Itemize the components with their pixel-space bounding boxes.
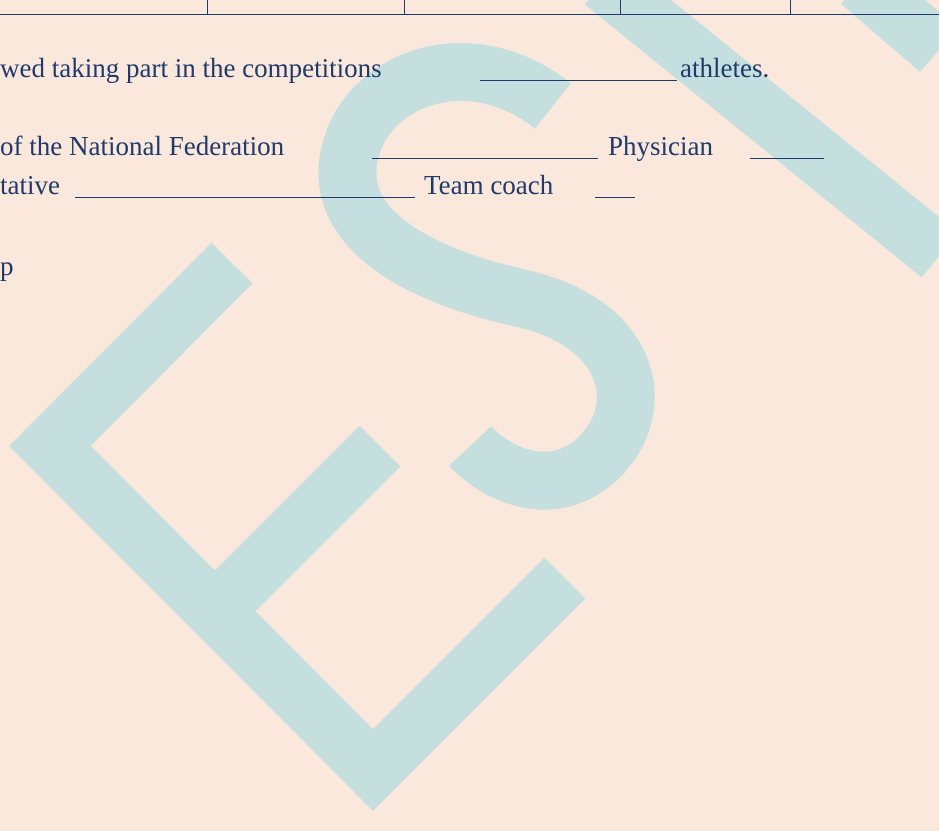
representative-blank[interactable] xyxy=(75,197,415,198)
federation-blank[interactable] xyxy=(372,158,598,159)
athletes-label: athletes. xyxy=(680,53,770,83)
physician-blank[interactable] xyxy=(750,158,824,159)
table-column-divider xyxy=(207,0,208,15)
athletes-count-label: wed taking part in the competitions xyxy=(0,53,382,83)
representative-label: tative xyxy=(0,170,60,200)
federation-label: of the National Federation xyxy=(0,131,285,161)
watermark-letter-x-stroke-2 xyxy=(860,0,939,50)
table-column-divider xyxy=(790,0,791,15)
physician-label: Physician xyxy=(608,131,713,161)
truncated-text-fragment: p xyxy=(0,251,14,281)
athletes-count-blank[interactable] xyxy=(480,80,677,81)
table-column-divider xyxy=(620,0,621,15)
table-bottom-border xyxy=(0,14,939,15)
table-column-divider xyxy=(404,0,405,15)
team-coach-blank[interactable] xyxy=(595,197,635,198)
watermark-letter-s xyxy=(347,72,625,481)
team-coach-label: Team coach xyxy=(424,170,554,200)
